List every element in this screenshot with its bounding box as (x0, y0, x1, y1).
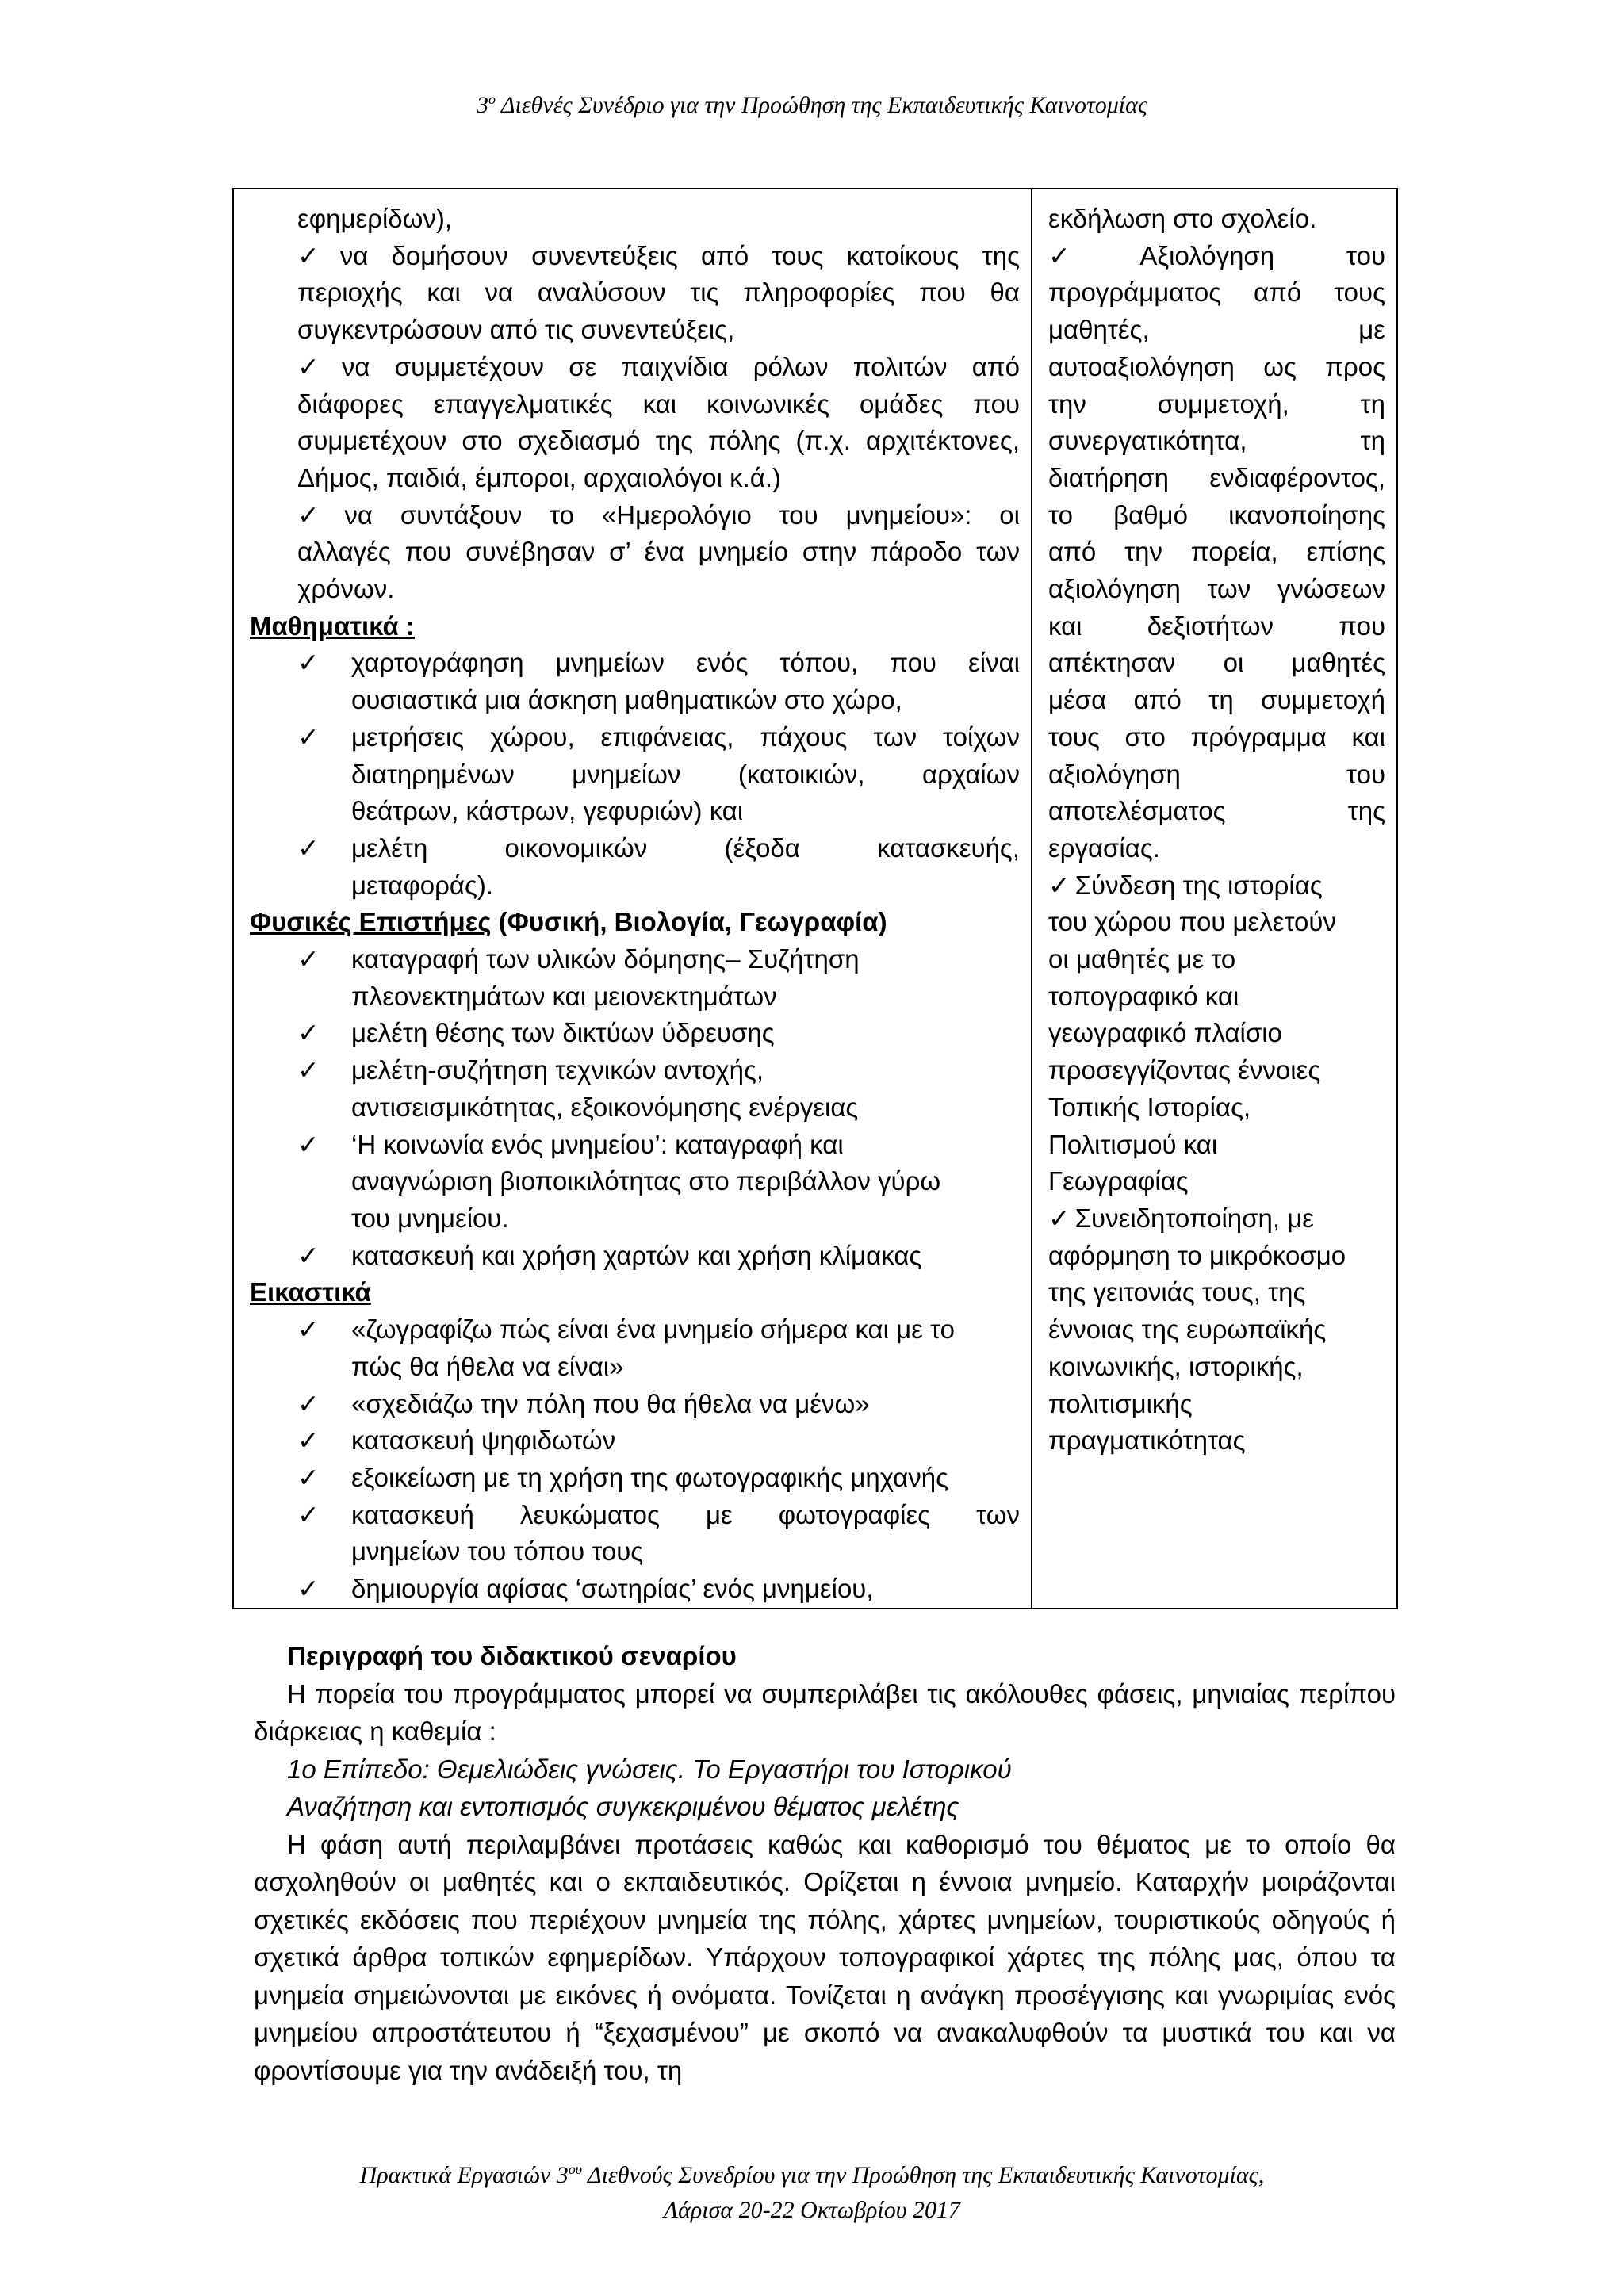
table-line: Τοπικής Ιστορίας, (1048, 1092, 1251, 1122)
table-line: ✓ Σύνδεση της ιστορίας (1048, 870, 1323, 900)
table-line: διατήρηση ενδιαφέροντος, (1048, 462, 1385, 492)
table-line: από την πορεία, επίσης (1048, 537, 1385, 567)
table-line: περιοχής και να αναλύσουν τις πληροφορίες που θα (297, 277, 1020, 308)
list-item: ✓ μελέτη θέσης των δικτύων ύδρευσης (250, 1015, 1020, 1052)
table-line: χρόνων. (297, 574, 395, 604)
table-line: της γειτονιάς τους, της (1048, 1277, 1306, 1307)
table-line: εφημερίδων), (297, 204, 453, 233)
check-icon: ✓ (1048, 870, 1071, 900)
table-line: αξιολόγηση των γνώσεων (1048, 574, 1385, 604)
subheading: Αναζήτηση και εντοπισμός συγκεκριμένου θέματος μελέτης (287, 1792, 959, 1821)
level-heading: 1ο Επίπεδο: Θεμελιώδεις γνώσεις. Το Εργαστήρι του Ιστορικού (287, 1754, 1012, 1784)
table-line: του χώρου που μελετούν (1048, 907, 1336, 937)
check-icon: ✓ (297, 721, 320, 752)
activities-column (233, 189, 1032, 1609)
table-line: απέκτησαν οι μαθητές (1048, 648, 1385, 678)
check-icon: ✓ (1048, 1203, 1071, 1233)
check-icon: ✓ (297, 1462, 320, 1492)
list-item: ✓ «ζωγραφίζω πώς είναι ένα μνημείο σήμερα και με το πώς θα ήθελα να είναι» (250, 1311, 1020, 1385)
table-line: αποτελέσματος της (1048, 796, 1385, 826)
check-icon: ✓ (297, 1499, 320, 1529)
paragraph: Η πορεία του προγράμματος μπορεί να συμπεριλάβει τις ακόλουθες φάσεις, μηνιαίας περίπου διάρκειας η καθεμία : (254, 1678, 1396, 1746)
table-line: κοινωνικής, ιστορικής, (1048, 1351, 1304, 1381)
section-heading-science: Φυσικές Επιστήμες (Φυσική, Βιολογία, Γεωγραφία) (250, 907, 887, 937)
check-icon: ✓ (297, 1129, 320, 1159)
table-line: ✓ να συμμετέχουν σε παιχνίδια ρόλων πολιτών από (297, 351, 1021, 381)
check-icon: ✓ (297, 1018, 320, 1048)
table-line: προσεγγίζοντας έννοιες (1048, 1055, 1321, 1085)
list-item: ✓ μετρήσεις χώρου, επιφάνειας, πάχους των τοίχων διατηρημένων μνημείων (κατοικιών, αρχαίων θεάτρων, κάστρων, γεφυριών) και (250, 719, 1020, 830)
list-item: ✓ μελέτη-συζήτηση τεχνικών αντοχής, αντισεισμικότητας, εξοικονόμησης ενέργειας (250, 1052, 1020, 1126)
evaluation-column (1032, 189, 1397, 1609)
check-icon: ✓ (297, 240, 335, 270)
check-icon: ✓ (297, 648, 320, 678)
table-line: προγράμματος από τους (1048, 277, 1385, 308)
list-item: ✓ κατασκευή λευκώματος με φωτογραφίες των μνημείων του τόπου τους (250, 1497, 1020, 1571)
table-line: εργασίας. (1048, 832, 1160, 863)
check-icon: ✓ (297, 1574, 320, 1604)
table-line: ✓ να συντάξουν το «Ημερολόγιο του μνημείου»: οι (297, 499, 1020, 530)
table-line: μαθητές, με (1048, 315, 1385, 345)
page-header: $3^o$ Διεθνές Συνέδριο για την Προώθηση της Εκπαιδευτικής Καινοτομίας (476, 91, 1148, 118)
table-line: αλλαγές που συνέβησαν σ’ ένα μνημείο στην πάροδο των (297, 537, 1020, 567)
table-line: εκδήλωση στο σχολείο. (1048, 204, 1317, 233)
table-line: Γεωγραφίας (1048, 1166, 1189, 1196)
check-icon: ✓ (1048, 240, 1136, 270)
page-footer (0, 2158, 1624, 2228)
list-item: ✓ «σχεδιάζω την πόλη που θα ήθελα να μένω» (250, 1386, 1020, 1423)
table-line: διάφορες επαγγελματικές και κοινωνικές ομάδες που (297, 388, 1020, 419)
scenario-description (254, 1637, 1396, 2089)
table-line: αυτοαξιολόγηση ως προς (1048, 351, 1385, 381)
section-title: Περιγραφή του διδακτικού σεναρίου (287, 1641, 737, 1670)
table-line: και δεξιοτήτων που (1048, 610, 1385, 641)
table-line: αφόρμηση το μικρόκοσμο (1048, 1240, 1346, 1270)
check-icon: ✓ (297, 1240, 320, 1270)
check-icon: ✓ (297, 1055, 320, 1085)
table-line: τοπογραφικό και (1048, 981, 1239, 1011)
footer-line: Πρακτικά Εργασιών $3^{o\upsilon}$ Διεθνούς Συνεδρίου για την Προώθηση της Εκπαιδευτικής Καινοτομίας, (359, 2161, 1265, 2188)
table-line: ✓ Αξιολόγηση του (1048, 240, 1385, 270)
table-line: αξιολόγηση του (1048, 759, 1385, 789)
list-item: ✓ κατασκευή και χρήση χαρτών και χρήση κλίμακας (250, 1238, 1020, 1275)
list-item: ✓ εξοικείωση με τη χρήση της φωτογραφικής μηχανής (250, 1460, 1020, 1497)
activities-table (232, 188, 1398, 1609)
table-line: συμμετέχουν στο σχεδιασμό της πόλης (π.χ. αρχιτέκτονες, (297, 426, 1020, 456)
table-line: ✓ να δομήσουν συνεντεύξεις από τους κατοίκους της (297, 240, 1020, 270)
list-item: ✓ μελέτη οικονομικών (έξοδα κατασκευής, μεταφοράς). (250, 830, 1020, 904)
section-heading-arts: Εικαστικά (250, 1277, 371, 1307)
table-line: τους στο πρόγραμμα και (1048, 721, 1385, 752)
table-line: πολιτισμικής (1048, 1388, 1193, 1418)
table-line: το βαθμό ικανοποίησης (1048, 499, 1385, 530)
table-line: συνεργατικότητα, τη (1048, 426, 1385, 456)
table-line: ✓ Συνειδητοποίηση, με (1048, 1203, 1314, 1233)
list-item: ✓ χαρτογράφηση μνημείων ενός τόπου, που είναι ουσιαστικά μια άσκηση μαθηματικών στο χώρο, (250, 645, 1020, 718)
check-icon: ✓ (297, 832, 320, 863)
table-line: Πολιτισμού και (1048, 1129, 1218, 1159)
check-icon: ✓ (297, 944, 320, 974)
check-icon: ✓ (297, 351, 337, 381)
table-line: έννοιας της ευρωπαϊκής (1048, 1314, 1327, 1345)
list-item: ✓ κατασκευή ψηφιδωτών (250, 1422, 1020, 1460)
list-item: ✓ δημιουργία αφίσας ‘σωτηρίας’ ενός μνημείου, (250, 1571, 1020, 1608)
footer-line: Λάρισα 20-22 Οκτωβρίου 2017 (663, 2197, 961, 2223)
check-icon: ✓ (297, 1388, 320, 1418)
section-heading-math: Μαθηματικά : (250, 610, 415, 641)
table-line: γεωγραφικό πλαίσιο (1048, 1018, 1282, 1048)
list-item: ✓ καταγραφή των υλικών δόμησης– Συζήτηση πλεονεκτημάτων και μειονεκτημάτων (250, 941, 1020, 1015)
check-icon: ✓ (297, 1425, 320, 1456)
check-icon: ✓ (297, 1314, 320, 1345)
table-line: πραγματικότητας (1048, 1425, 1246, 1456)
check-icon: ✓ (297, 499, 340, 530)
list-item: ✓ ‘Η κοινωνία ενός μνημείου’: καταγραφή και αναγνώριση βιοποικιλότητας στο περιβάλλον γύρω του μνημείου. (250, 1127, 1020, 1238)
table-line: την συμμετοχή, τη (1048, 388, 1385, 419)
table-line: μέσα από τη συμμετοχή (1048, 685, 1385, 715)
table-line: οι μαθητές με το (1048, 944, 1236, 974)
table-line: συγκεντρώσουν από τις συνεντεύξεις, (297, 315, 735, 345)
paragraph: Η φάση αυτή περιλαμβάνει προτάσεις καθώς και καθορισμό του θέματος με το οποίο θα ασχοληθούν οι μαθητές και ο εκπαιδευτικός. Ορίζεται η έννοια μνημείο. Καταρχήν μοιράζονται σχετικές εκδόσεις που περιέχουν μνημεία της πόλης, χάρτες μνημείων, τουριστικούς οδηγούς ή σχετικά άρθρα τοπικών εφημερίδων. Υπάρχουν τοπογραφικοί χάρτες της πόλης μας, όπου τα μνημεία σημειώνονται με εικόνες ή ονόματα. Τονίζεται η ανάγκη προσέγγισης και γνωριμίας ενός μνημείου απροστάτευτου ή “ξεχασμένου” με σκοπό να ανακαλυφθούν τα μυστικά του και να φροντίσουμε για την ανάδειξή του, τη (254, 1829, 1396, 2085)
table-line: Δήμος, παιδιά, έμποροι, αρχαιολόγοι κ.ά.) (297, 462, 782, 492)
